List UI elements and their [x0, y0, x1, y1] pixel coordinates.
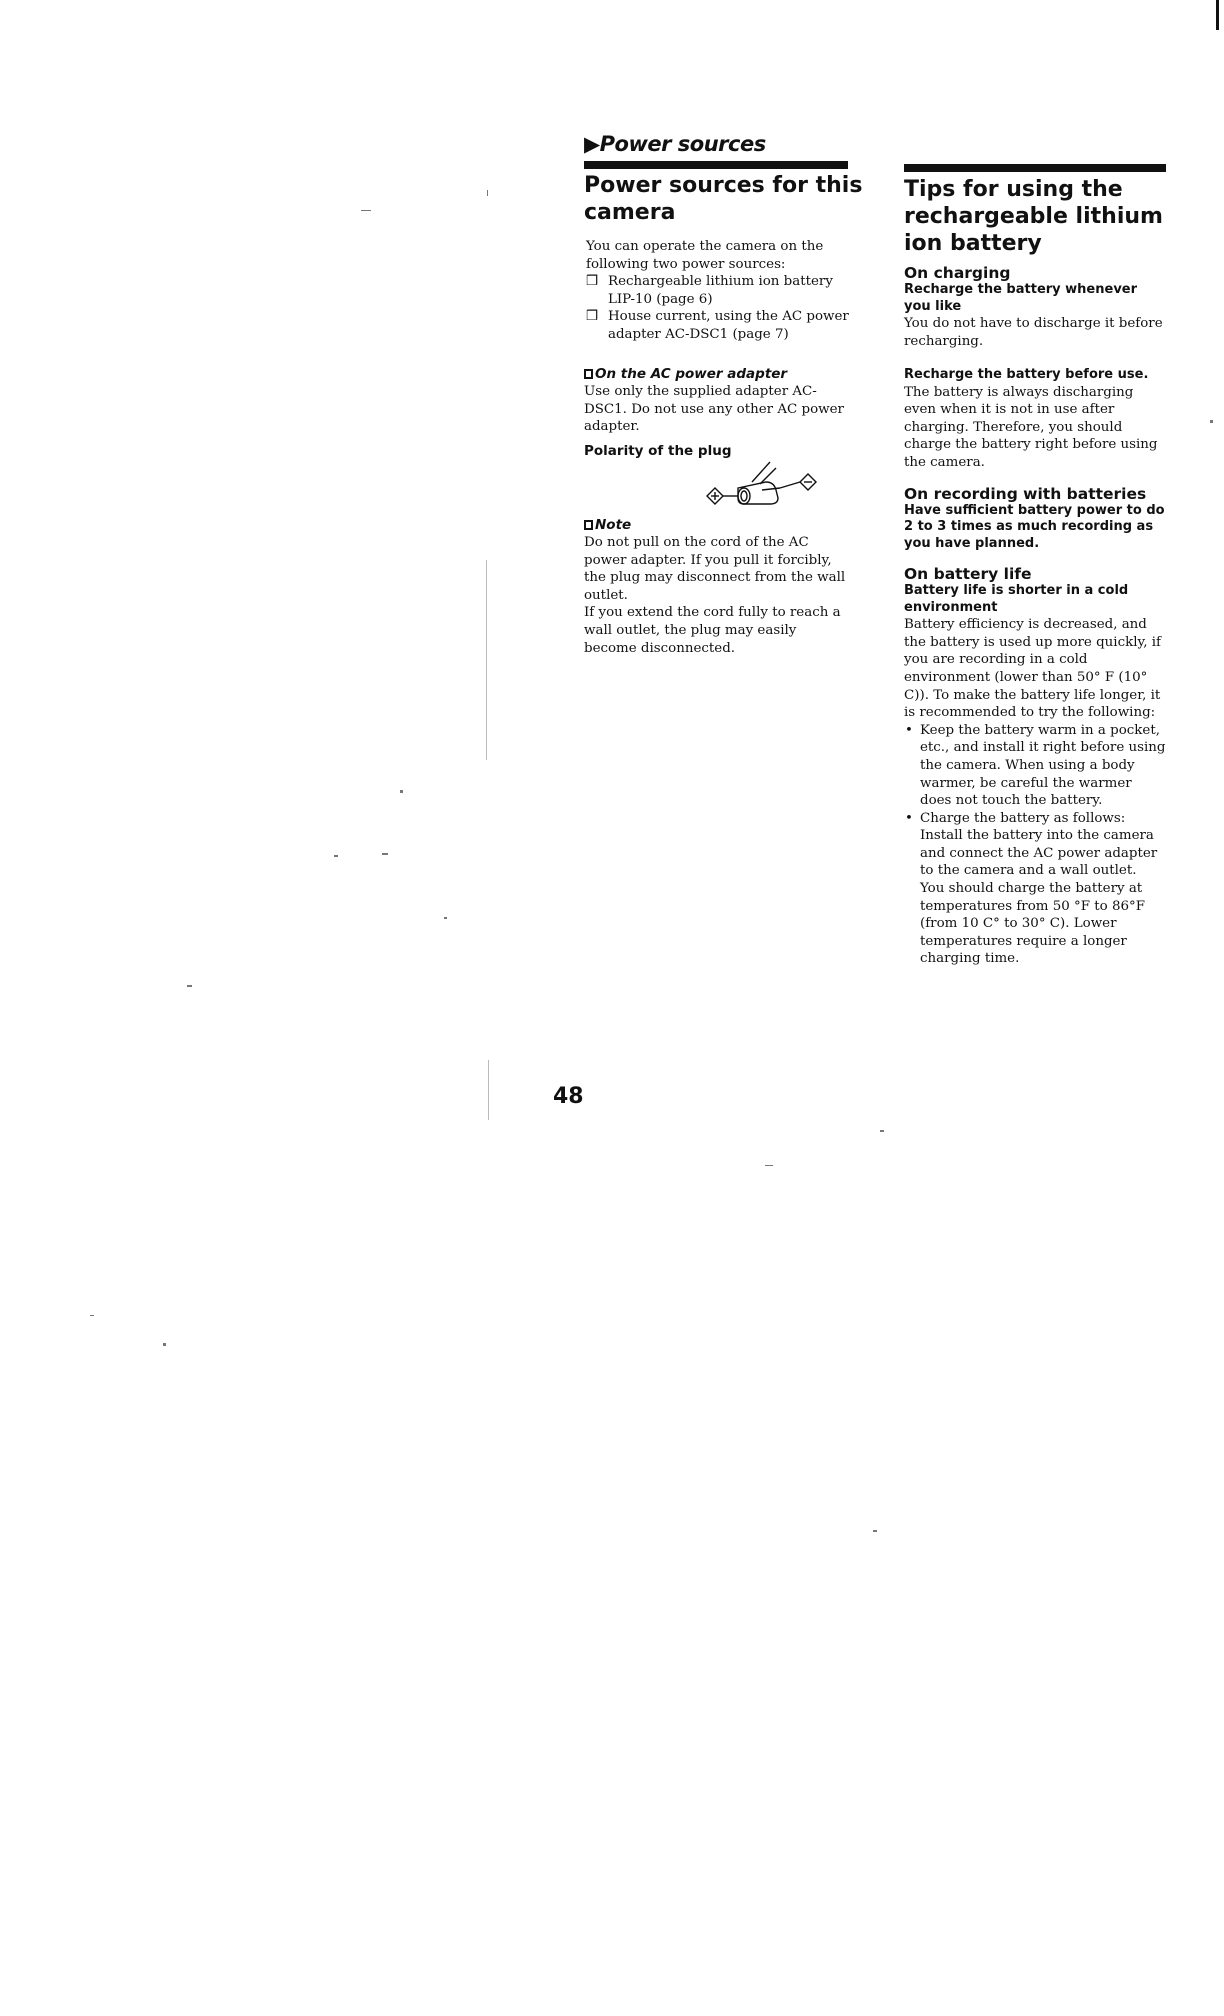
adapter-text: Use only the supplied adapter AC-DSC1. Do not use any other AC power adapter. [584, 384, 844, 435]
note-heading-text: Note [595, 517, 632, 533]
note-heading [584, 517, 850, 534]
page-title-battery-tips: Tips for using the rechargeable lithium ion battery [904, 177, 1163, 256]
scan-speck [1210, 420, 1213, 423]
battery-life-subheading: Battery life is shorter in a cold environment [904, 583, 1129, 615]
charging-subheading-1: Recharge the battery whenever you like [904, 282, 1138, 314]
section-label: ▶Power sources [584, 132, 766, 156]
power-source-house-current: House current, using the AC power adapter AC-DSC1 (page 7) [608, 309, 849, 342]
scan-speck [444, 917, 447, 919]
list-item [586, 308, 856, 343]
scan-speck [163, 1343, 166, 1346]
power-source-list [586, 273, 856, 343]
scan-speck [187, 985, 192, 987]
note-text-2: If you extend the cord fully to reach a wall outlet, the plug may easily become disconnected. [584, 605, 841, 656]
scan-speck [400, 790, 403, 793]
intro-text: You can operate the camera on the following two power sources: [586, 239, 824, 272]
recording-subheading: Have sufficient battery power to do 2 to 3 times as much recording as you have planned. [904, 502, 1165, 551]
scan-speck [361, 210, 371, 211]
scan-speck [487, 190, 488, 196]
scan-speck [873, 1530, 877, 1532]
adapter-block [584, 366, 854, 436]
checkbox-bullet-icon: ❒ [586, 309, 599, 325]
plug-polarity-diagram-icon [700, 452, 830, 512]
intro-block [586, 238, 856, 344]
battery-life-text: Battery efficiency is decreased, and the battery is used up more quickly, if you are recording in a cold environment (lower than 50° F (10° C)). To make the battery life longer, it is recommended to try the following: [904, 617, 1162, 721]
recording-heading: On recording with batteries [904, 484, 1147, 503]
section-label-text: Power sources [599, 132, 766, 156]
scan-fold-line [488, 1060, 489, 1120]
scan-edge-mark [1216, 0, 1219, 30]
charging-subheading-2: Recharge the battery before use. [904, 367, 1149, 383]
scan-speck [90, 1315, 94, 1316]
polarity-label: Polarity of the plug [584, 443, 732, 459]
battery-life-tips [904, 722, 1166, 968]
charging-heading: On charging [904, 264, 1011, 282]
bullet-text: Charge the battery as follows: Install the battery into the camera and connect the AC power adapter to the camera and a wall outlet. [920, 810, 1158, 879]
list-item: • Keep the battery warm in a pocket, etc., and install it right before using the camera. When using a body warmer, be careful the warmer does not touch the battery. [904, 722, 1166, 810]
page-number: 48 [553, 1084, 584, 1109]
battery-life-heading: On battery life [904, 565, 1032, 584]
note-mark-icon [584, 520, 593, 530]
battery-tips-column [904, 264, 1166, 968]
heading-rule-right [904, 164, 1166, 172]
scan-speck [334, 855, 338, 857]
note-text-1: Do not pull on the cord of the AC power adapter. If you pull it forcibly, the plug may disconnect from the wall outlet. [584, 535, 846, 603]
adapter-heading [584, 366, 854, 383]
bullet-continuation: You should charge the battery at temperatures from 50 °F to 86°F (from 10 C° to 30° C). Lower temperatures require a longer charging time. [920, 881, 1145, 967]
page-title-power-sources: Power sources for this camera [584, 173, 863, 225]
checkbox-bullet-icon: ❒ [586, 274, 599, 290]
adapter-heading-text: On the AC power adapter [595, 366, 788, 382]
charging-text-1: You do not have to discharge it before recharging. [904, 316, 1163, 349]
note-block [584, 517, 850, 657]
charging-text-2: The battery is always discharging even when it is not in use after charging. Therefore, you should charge the battery right before using the camera. [904, 384, 1158, 471]
note-mark-icon [584, 369, 593, 379]
scan-speck [765, 1165, 773, 1166]
power-source-battery: Rechargeable lithium ion battery LIP-10 (page 6) [608, 274, 833, 307]
scan-speck [880, 1130, 884, 1132]
list-item [904, 810, 1166, 968]
scan-fold-line [486, 560, 487, 760]
scan-speck [382, 853, 388, 855]
list-item [586, 273, 856, 308]
heading-rule-left [584, 161, 848, 169]
